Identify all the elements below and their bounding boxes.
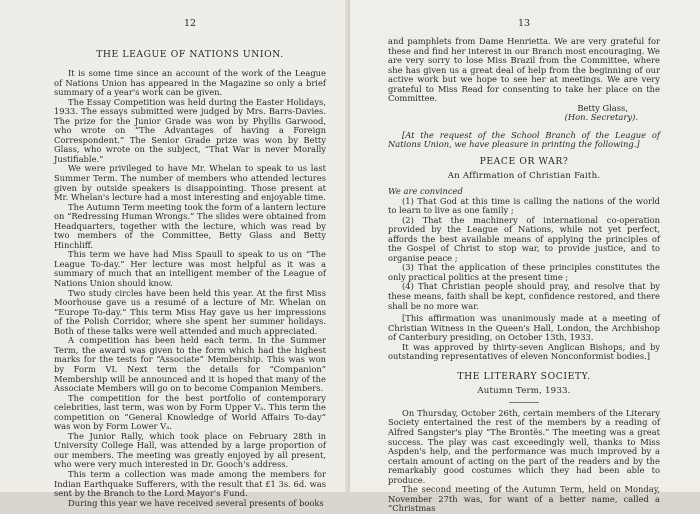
page-number: 13 [517,18,531,29]
paragraph: It was approved by thirty-seven Anglican Bishops, and by outstanding representatives of eleven Nonconformist bodies.] [388,341,660,362]
list-item: (2) That the machinery of international co-operation provided by the League of Nations, while not yet perfect, affords the best available means of applying the principles of the Gospel of Christ to stop war, to provide justice, and to organise peace ; [388,214,660,263]
paragraph: [This affirmation was unanimously made at a meeting of Christian Witness in the Queen's Hall, London, the Archbishop of Canterbury presiding, on October 13th, 1933. [388,313,660,343]
section-subtitle: An Affirmation of Christian Faith. [447,171,601,182]
list-item: (4) That Christian people should pray, and resolve that by these means, faith shall be kept, confidence restored, and there shall be no more war. [388,281,660,311]
left-page [0,0,350,508]
list-item: (1) That God at this time is calling the nations of the world to learn to live as one family ; [388,195,660,216]
paragraph: The Junior Rally, which took place on February 28th in University College Hall, was attended by a large proportion of our members. The meeting was greatly enjoyed by all present, who were very much interested in Dr. Gooch's address. [54,430,326,470]
intro-text: We are convinced [388,186,463,197]
paragraph: This term a collection was made among the members for Indian Earthquake Sufferers, with the result that £1 3s. 6d. was sent by the Branch to the Lord Mayor's Fund. [54,468,326,499]
right-page [350,0,700,514]
paragraph: This term we have had Miss Spaull to speak to us on “The League To-day.” Her lecture was most helpful as it was a summary of much that an intelligent member of the League of Nations Union should know. [54,249,326,289]
paragraph: The Essay Competition was held during the Easter Holidays, 1933. The essays submitted were judged by Mrs. Barrs-Davies. The prize for the Junior Grade was won by Phyllis Garwood, who wrote on “The Advantages of having a Foreign Correspondent.” The Senior Grade prize was won by Betty Glass, who wrote on the subject, “That War is never Morally Justifiable.” [54,96,326,164]
signature-name: Betty Glass, [577,102,628,113]
paragraph: During this year we have received several presents of books [68,497,324,508]
list-item: (3) That the application of these principles constitutes the only practical politics at the present time ; [388,262,660,282]
paragraph: On Thursday, October 26th, certain members of the Literary Society entertained the rest of the members by a reading of Alfred Sangster's play “The Brontës.” The meeting was a great success. The play was cast exceedingly well, thanks to Miss Aspden's help, and the performance was much improved by a certain amount of acting on the part of the readers and by the remarkably good costumes which they had been able to produce. [388,407,660,485]
section-title: THE LITERARY SOCIETY. [457,370,591,382]
paragraph: The second meeting of the Autumn Term, held on Monday, November 27th was, for want of a better name, called a “Christmas [388,484,660,514]
paragraph: It is some time since an account of the work of the League of Nations Union has appeared in the Magazine so only a brief summary of a year's work can be given. [54,68,326,98]
paragraph: and pamphlets from Dame Henrietta. We are very grateful for these and find her interest in our Branch most encouraging. We are very sorry to lose Miss Brazil from the Committee, where she has given us a great deal of help from the beginning of our active work but we hope to see her at meetings. We are very grateful to Miss Read for consenting to take her place on the Committee. [388,36,660,104]
paragraph: Two study circles have been held this year. At the first Miss Moorhouse gave us a resumé of a lecture of Mr. Whelan on “Europe To-day.” This term Miss Hay gave us her impressions of the Polish Corridor, where she spent her summer holidays. Both of these talks were well attended and much appreciated. [54,287,326,336]
signature-role: (Hon. Secretary). [564,112,638,123]
section-title: PEACE OR WAR? [479,156,569,168]
divider [509,402,539,403]
paragraph: We were privileged to have Mr. Whelan to speak to us last Summer Term. The number of members who attended lectures given by outside speakers is disappointing. Those present at Mr. Whelan's lecture had a most interesting and enjoyable time. [54,163,326,203]
paragraph: The Autumn Term meeting took the form of a lantern lecture on “Redressing Human Wrongs.” The slides were obtained from Headquarters, together with the lecture, which was read by two members of the Committee, Betty Glass and Betty Hinchliff. [54,201,326,250]
editor-note: [At the request of the School Branch of the League of Nations Union, we have pleasure in printing the following.] [388,129,660,150]
paragraph: A competition has been held each term. In the Summer Term, the award was given to the form which had the highest marks for the tests for “Associate” Membership. This was won by Form VI. Next term the details for “Companion” Membership will be announced and it is hoped that many of the Associate Members will go on to become Companion Members. [54,335,326,394]
section-subtitle: Autumn Term, 1933. [477,385,571,396]
paragraph: The competition for the best portfolio of contemporary celebrities, last term, was won by Form Upper Vₐ. This term the competition on “General Knowledge of World Affairs To-day” was won by Form Lower Vₐ. [54,392,326,432]
section-title: THE LEAGUE OF NATIONS UNION. [96,49,284,60]
page-number: 12 [183,18,197,29]
